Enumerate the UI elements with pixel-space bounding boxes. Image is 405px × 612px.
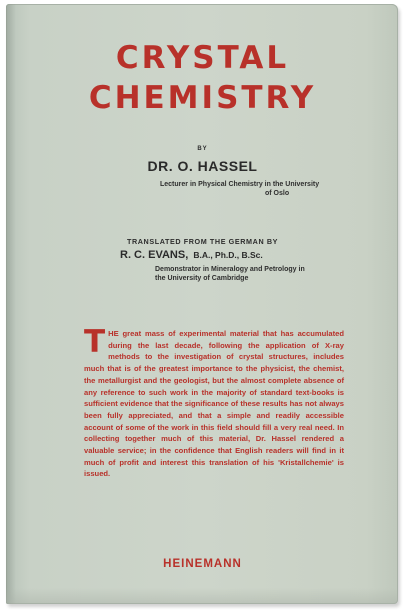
blurb-dropcap: T bbox=[84, 324, 106, 360]
title-line-2: CHEMISTRY bbox=[88, 80, 317, 116]
translator-qualifications: B.A., Ph.D., B.Sc. bbox=[193, 250, 263, 260]
translator-affiliation-line-1: Demonstrator in Mineralogy and Petrology in bbox=[155, 266, 305, 273]
publisher-name: HEINEMANN bbox=[163, 558, 242, 570]
author-affiliation-line-2: of Oslo bbox=[265, 190, 290, 197]
author-affiliation-line-1: Lecturer in Physical Chemistry in the University bbox=[160, 181, 320, 188]
author-name: DR. O. HASSEL bbox=[147, 158, 258, 174]
translator-affiliation-line-2: the University of Cambridge bbox=[155, 275, 249, 282]
translator bbox=[120, 249, 263, 261]
translated-by-label: TRANSLATED FROM THE GERMAN BY bbox=[126, 237, 279, 246]
translator-name: R. C. EVANS, bbox=[120, 249, 189, 261]
blurb-paragraph bbox=[84, 324, 344, 480]
blurb-text: HE great mass of experimental material that has accumulated during the last decade, following the application of X-ray methods to the investigation of crystal structures, includes much that is of the greatest importance to the physicist, the chemist, the metallurgist and the geologist, but the almost complete absence of any reference to such work in the majority of standard text-books is sufficient evidence that the significance of these results has not always been fully appreciated, and that a simple and readily accessible account of some of the work in this field should fill a very real need. In collecting together much of this material, Dr. Hassel rendered a valuable service; in the confidence that English readers will find in it much of profit and interest this translation of his 'Kristallchemie' is issued. bbox=[84, 329, 344, 479]
cover-bottom-wear bbox=[6, 588, 398, 604]
title-line-1: CRYSTAL bbox=[115, 40, 290, 76]
by-label: BY bbox=[197, 146, 208, 152]
